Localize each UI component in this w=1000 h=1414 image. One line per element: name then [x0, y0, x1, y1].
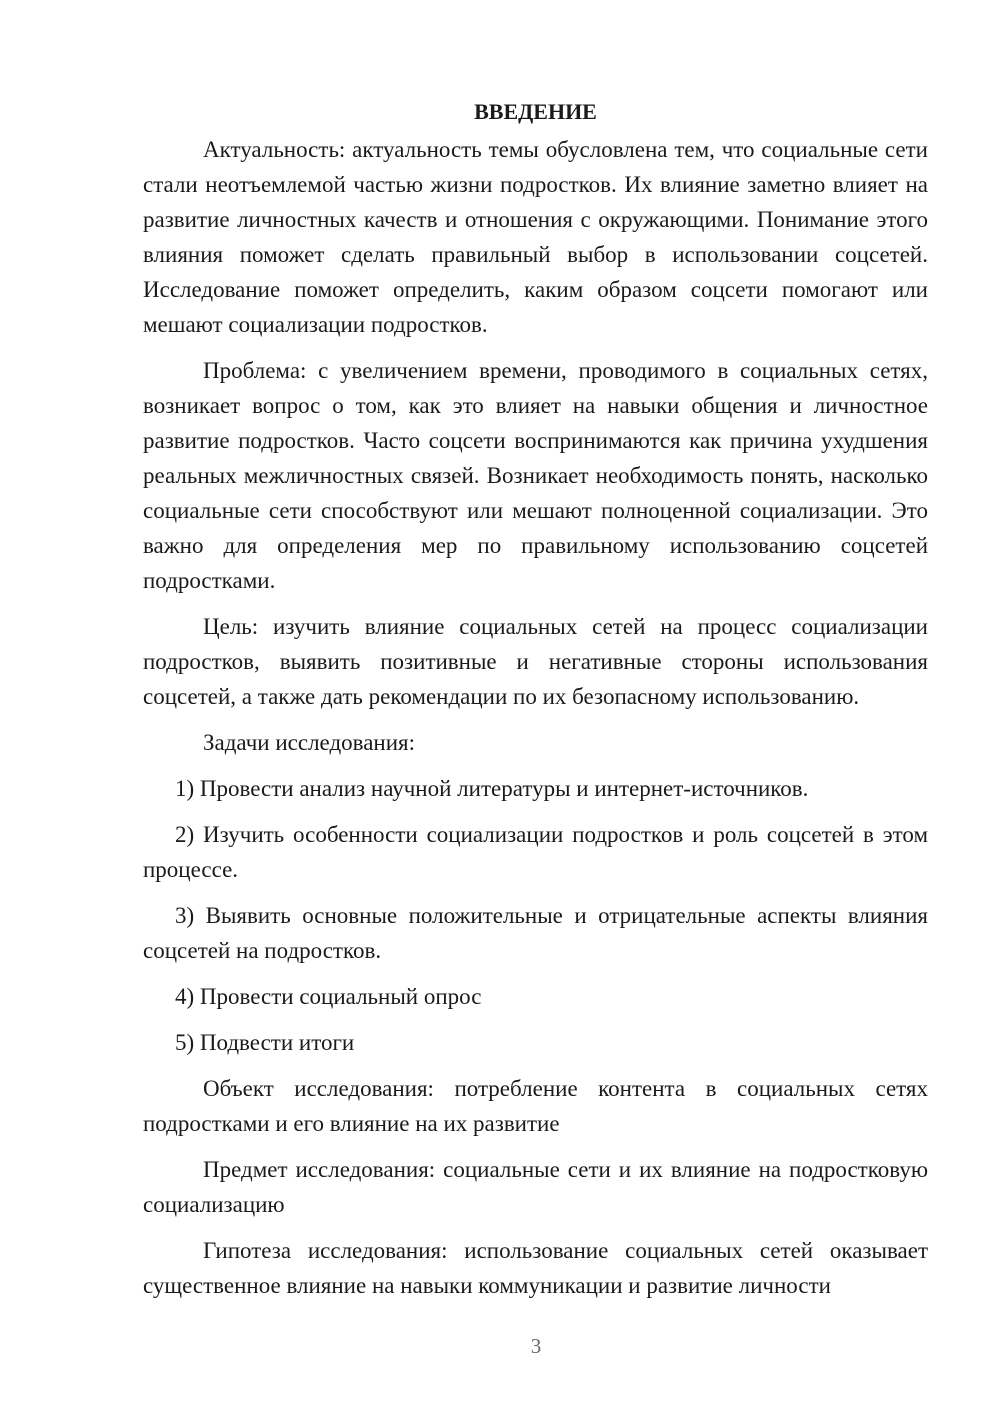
page-content — [143, 94, 928, 1314]
task-item-4: 4) Провести социальный опрос — [175, 984, 482, 1009]
paragraph-subject: Предмет исследования: социальные сети и их влияние на подростковую социализацию — [143, 1157, 928, 1217]
page-number: 3 — [530, 1334, 542, 1358]
paragraph-relevance: Актуальность: актуальность темы обусловлена тем, что социальные сети стали неотъемлемой частью жизни подростков. Их влияние заметно влияет на развитие личностных качеств и отношения с окружающими. Понимание этого влияния поможет сделать правильный выбор в использовании соцсетей. Исследование поможет определить, каким образом соцсети помогают или мешают социализации подростков. — [143, 137, 928, 337]
task-item-2: 2) Изучить особенности социализации подростков и роль соцсетей в этом процессе. — [143, 822, 928, 882]
paragraph-hypothesis: Гипотеза исследования: использование социальных сетей оказывает существенное влияние на навыки коммуникации и развитие личности — [143, 1238, 928, 1298]
paragraph-goal: Цель: изучить влияние социальных сетей на процесс социализации подростков, выявить позитивные и негативные стороны использования соцсетей, а также дать рекомендации по их безопасному использованию. — [143, 614, 928, 709]
task-item-1: 1) Провести анализ научной литературы и интернет-источников. — [175, 776, 809, 801]
task-item-5: 5) Подвести итоги — [175, 1030, 355, 1055]
tasks-title: Задачи исследования: — [203, 730, 416, 755]
paragraph-problem: Проблема: с увеличением времени, проводимого в социальных сетях, возникает вопрос о том, как это влияет на навыки общения и личностное развитие подростков. Часто соцсети воспринимаются как причина ухудшения реальных межличностных связей. Возникает необходимость понять, насколько социальные сети способствуют или мешают полноценной социализации. Это важно для определения мер по правильному использованию соцсетей подростками. — [143, 358, 928, 593]
task-item-3: 3) Выявить основные положительные и отрицательные аспекты влияния соцсетей на подростков. — [143, 903, 928, 963]
paragraph-object: Объект исследования: потребление контента в социальных сетях подростками и его влияние на их развитие — [143, 1076, 928, 1136]
section-heading: ВВЕДЕНИЕ — [474, 99, 597, 124]
